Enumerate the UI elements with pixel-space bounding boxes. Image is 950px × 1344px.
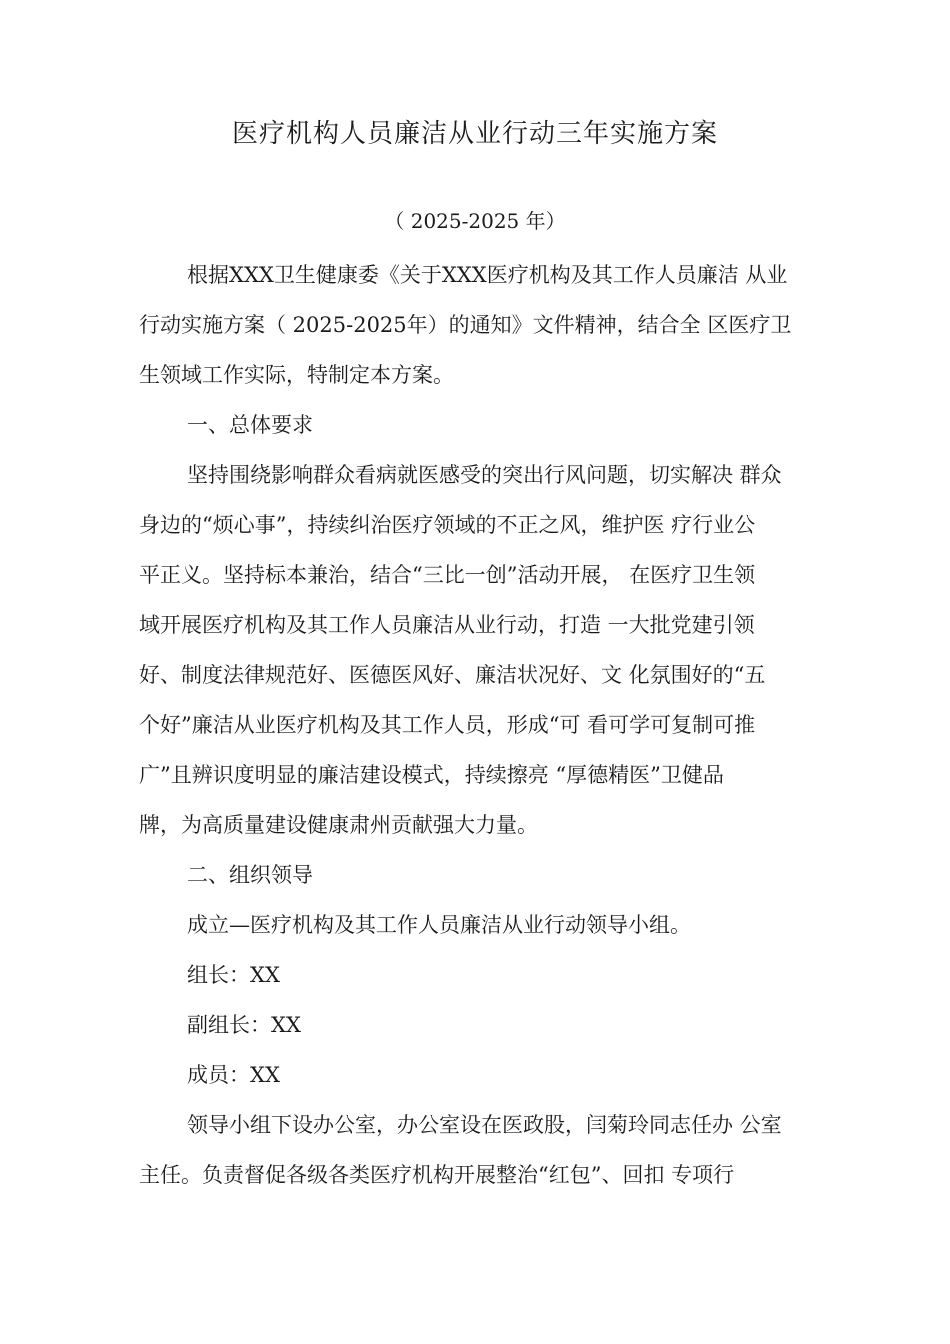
text-line: 平正义。坚持标本兼治，结合“三比一创”活动开展， 在医疗卫生领 <box>139 563 756 587</box>
text-line: 域开展医疗机构及其工作人员廉洁从业行动，打造 一大批党建引领 <box>139 613 755 637</box>
paragraph-group-formed <box>139 900 827 950</box>
paragraph-intro <box>139 250 827 400</box>
text-line: 个好”廉洁从业医疗机构及其工作人员，形成“可 看可学可复制可推 <box>139 713 756 737</box>
text-line: 行动实施方案（ 2025-2025年）的通知》文件精神，结合全 区医疗卫 <box>139 313 792 337</box>
text-line: 主任。负责督促各级各类医疗机构开展整治“红包”、回扣 专项行 <box>139 1163 735 1187</box>
text-line: 组长：XX <box>187 963 280 987</box>
text-line: 生领域工作实际，特制定本方案。 <box>139 363 454 387</box>
text-line: 成员：XX <box>187 1063 280 1087</box>
document-title: 医疗机构人员廉洁从业行动三年实施方案 <box>231 119 718 149</box>
text-line: 副组长：XX <box>187 1013 301 1037</box>
text-line: 坚持围绕影响群众看病就医感受的突出行风问题，切实解决 群众 <box>187 463 782 487</box>
paragraph-requirements <box>139 450 827 850</box>
text-line: 一、总体要求 <box>187 413 313 437</box>
text-line: 成立—医疗机构及其工作人员廉洁从业行动领导小组。 <box>187 913 691 937</box>
text-line: 广”且辨识度明显的廉洁建设模式，持续擦亮 “厚德精医”卫健品 <box>139 763 724 787</box>
text-line: 牌，为高质量建设健康肃州贡献强大力量。 <box>139 813 538 837</box>
text-line: 根据XXX卫生健康委《关于XXX医疗机构及其工作人员廉洁 从业 <box>187 263 788 287</box>
text-line: 好、制度法律规范好、医德医风好、廉洁状况好、文 化氛围好的“五 <box>139 663 766 687</box>
section-heading-2 <box>139 850 827 900</box>
text-line: 领导小组下设办公室，办公室设在医政股，闫菊玲同志任办 公室 <box>187 1113 782 1137</box>
document-subtitle: （ 2025-2025 年） <box>384 209 566 233</box>
paragraph-leader <box>139 950 827 1000</box>
text-line: 身边的“烦心事”，持续纠治医疗领域的不正之风，维护医 疗行业公 <box>139 513 756 537</box>
paragraph-office <box>139 1100 827 1200</box>
section-heading-1 <box>139 400 827 450</box>
paragraph-members <box>139 1050 827 1100</box>
document-body <box>139 250 827 1200</box>
text-line: 二、组织领导 <box>187 863 313 887</box>
paragraph-deputy-leader <box>139 1000 827 1050</box>
